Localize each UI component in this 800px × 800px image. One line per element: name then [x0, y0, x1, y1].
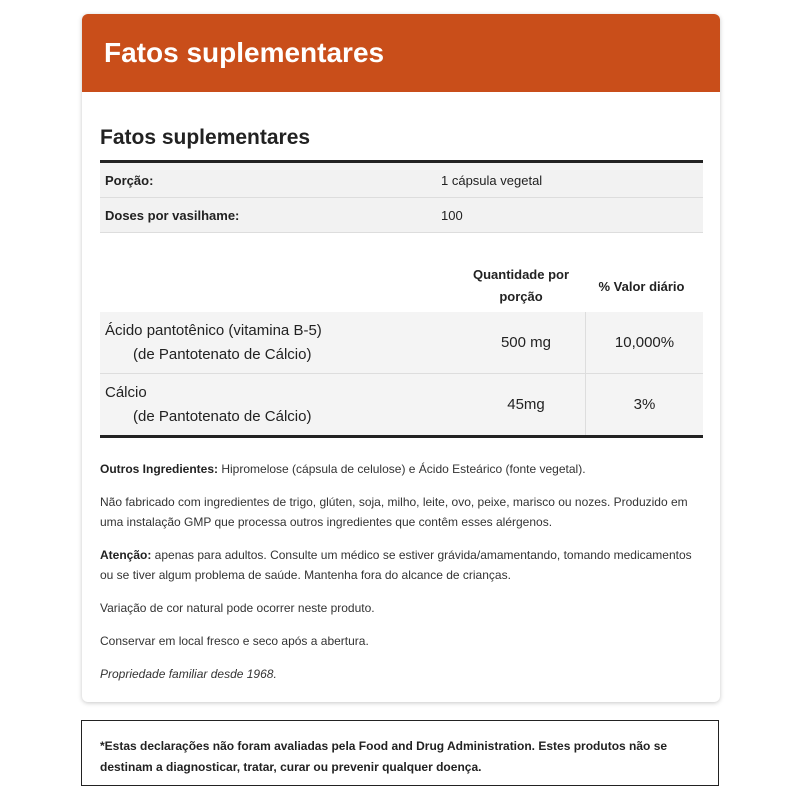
section-title: Fatos suplementares: [100, 126, 311, 149]
nutrient-name: Ácido pantotênico (vitamina B-5): [105, 321, 322, 339]
other-ingredients-label: Outros Ingredientes:: [100, 462, 219, 476]
daily-value-column-header: % Valor diário: [598, 278, 685, 294]
product-notes: [100, 459, 700, 697]
nutrient-source: (de Pantotenato de Cálcio): [133, 345, 312, 363]
serving-row-size: [100, 163, 703, 198]
servings-per-container-value: 100: [441, 207, 463, 223]
table-row: [100, 374, 703, 435]
serving-table: [100, 160, 703, 233]
supplement-facts-card: [82, 14, 720, 702]
nutrient-table-header: [100, 260, 703, 314]
nutrient-daily-value: 10,000%: [585, 312, 703, 373]
serving-size-value: 1 cápsula vegetal: [441, 172, 543, 188]
other-ingredients: [100, 459, 700, 479]
family-owned-note: Propriedade familiar desde 1968.: [100, 667, 277, 681]
nutrient-source: (de Pantotenato de Cálcio): [133, 407, 312, 425]
nutrient-daily-value: 3%: [585, 374, 703, 435]
nutrient-table: [100, 312, 703, 438]
other-ingredients-text: Hipromelose (cápsula de celulose) e Ácido Esteárico (fonte vegetal).: [218, 462, 586, 476]
nutrient-amount: 45mg: [507, 396, 545, 413]
nutrient-name-cell: [100, 312, 467, 373]
card-header: [82, 14, 720, 92]
allergen-statement: Não fabricado com ingredientes de trigo, glúten, soja, milho, leite, ovo, peixe, marisco ou nozes. Produzido em uma instalação GMP que processa outros ingredientes que contêm esses alérgenos.: [100, 495, 688, 529]
warning-label: Atenção:: [100, 548, 152, 562]
serving-row-count: [100, 198, 703, 233]
serving-size-label: Porção:: [105, 172, 154, 188]
nutrient-name: Cálcio: [105, 383, 147, 401]
servings-per-container-label: Doses por vasilhame:: [105, 207, 240, 223]
storage-note: Conservar em local fresco e seco após a abertura.: [100, 634, 369, 648]
color-variation-note: Variação de cor natural pode ocorrer neste produto.: [100, 601, 375, 615]
warning-text: apenas para adultos. Consulte um médico se estiver grávida/amamentando, tomando medicamentos ou se tiver algum problema de saúde. Mantenha fora do alcance de crianças.: [100, 548, 692, 582]
warning: [100, 545, 700, 585]
fda-disclaimer: *Estas declarações não foram avaliadas pela Food and Drug Administration. Estes produtos não se destinam a diagnosticar, tratar, curar ou prevenir qualquer doença.: [81, 720, 719, 786]
card-header-title: Fatos suplementares: [104, 37, 385, 68]
nutrient-name-cell: [100, 374, 467, 435]
amount-column-header: Quantidade por porção: [472, 267, 570, 304]
table-row: [100, 312, 703, 374]
nutrient-amount: 500 mg: [500, 334, 552, 351]
